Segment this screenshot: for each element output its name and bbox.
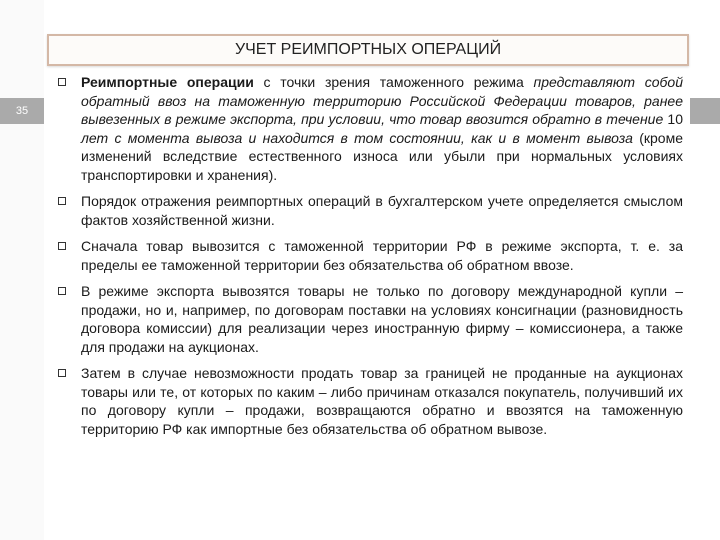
left-sidebar-stripe — [0, 0, 44, 540]
square-bullet-icon — [58, 197, 66, 205]
bullet-text: В режиме экспорта вывозятся товары не только по договору международной купли – продажи, но и, например, по договорам поставки на условиях консигнации (разновидность договора комиссии) для реализации через иностранную фирму – комиссионера, а также для продажи на аукционах. — [81, 283, 683, 355]
bullet-text: Порядок отражения реимпортных операций в бухгалтерском учете определяется смыслом фактов хозяйственной жизни. — [81, 193, 683, 228]
square-bullet-icon — [58, 287, 66, 295]
slide-title: УЧЕТ РЕИМПОРТНЫХ ОПЕРАЦИЙ — [47, 34, 689, 66]
bullet-text-italic: представляют собой обратный ввоз на таможенную территорию Российской Федерации товаров, ранее вывезенных в режиме экспорта, при условии, что товар ввозится обратно в течение — [81, 74, 684, 127]
bullet-text — [81, 73, 683, 184]
right-accent-bar — [690, 98, 720, 124]
term-lead: Реимпортные операции — [81, 74, 254, 90]
bullet-text: Сначала товар вывозится с таможенной территории РФ в режиме экспорта, т. е. за пределы ее таможенной территории без обязательства об обратном ввозе. — [81, 238, 683, 273]
list-item — [55, 192, 683, 229]
bullet-list — [55, 73, 683, 446]
square-bullet-icon — [58, 78, 66, 86]
bullet-text-plain: с точки зрения таможенного режима — [253, 74, 524, 90]
bullet-text-number: 10 — [667, 111, 683, 127]
square-bullet-icon — [58, 242, 66, 250]
square-bullet-icon — [58, 369, 66, 377]
bullet-text-italic-2: лет с момента вывоза и находится в том состоянии, как и в момент вывоза — [81, 129, 633, 146]
page-number: 35 — [0, 98, 44, 124]
list-item — [55, 364, 683, 438]
list-item — [55, 237, 683, 274]
bullet-text: Затем в случае невозможности продать товар за границей не проданные на аукционах товары или те, от которых по каким – либо причинам отказался покупатель, получивший их по договору купли – продажи, возвращаются обратно и ввозятся на таможенную территорию РФ как импортные без обязательства об обратном вывозе. — [81, 365, 683, 437]
list-item — [55, 282, 683, 356]
list-item — [55, 73, 683, 184]
bullet-text-tail: (кроме изменений вследствие естественного износа или убыли при нормальных условиях транспортировки и хранения). — [81, 129, 683, 183]
